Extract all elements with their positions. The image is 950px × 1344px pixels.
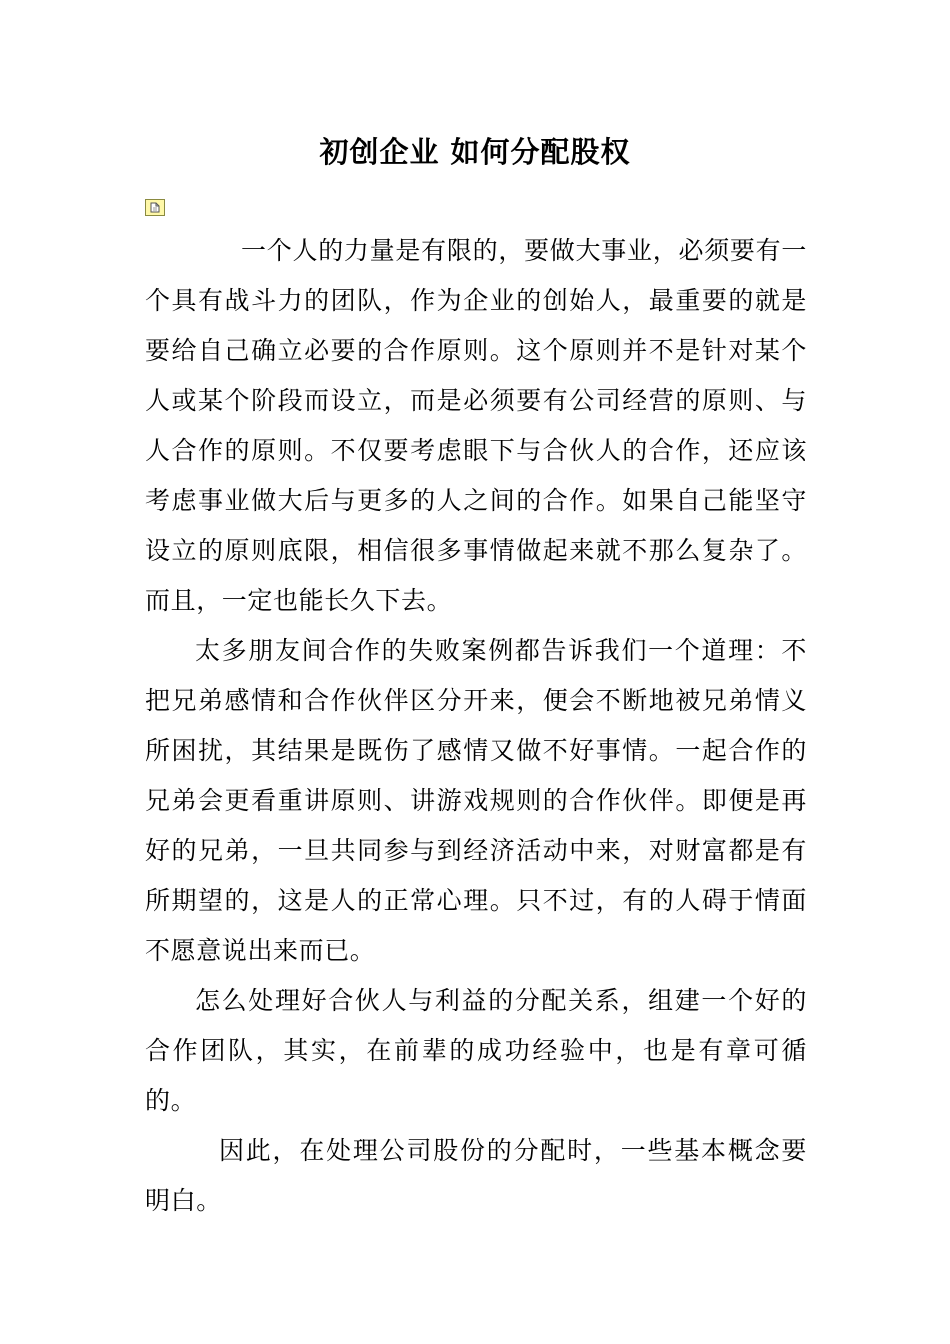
paragraph: 太多朋友间合作的失败案例都告诉我们一个道理：不把兄弟感情和合作伙伴区分开来，便会不断地被兄弟情义所困扰，其结果是既伤了感情又做不好事情。一起合作的兄弟会更看重讲原则、讲游戏规则的合作伙伴。即便是再好的兄弟，一旦共同参与到经济活动中来，对财富都是有所期望的，这是人的正常心理。只不过，有的人碍于情面不愿意说出来而已。 — [145, 636, 807, 965]
paragraph: 怎么处理好合伙人与利益的分配关系，组建一个好的合作团队，其实，在前辈的成功经验中，也是有章可循的。 — [145, 986, 807, 1115]
paragraph: 因此，在处理公司股份的分配时，一些基本概念要明白。 — [145, 1136, 807, 1215]
paragraph: 一个人的力量是有限的，要做大事业，必须要有一个具有战斗力的团队，作为企业的创始人，最重要的就是要给自己确立必要的合作原则。这个原则并不是针对某个人或某个阶段而设立，而是必须要有公司经营的原则、与人合作的原则。不仅要考虑眼下与合伙人的合作，还应该考虑事业做大后与更多的人之间的合作。如果自己能坚守设立的原则底限，相信很多事情做起来就不那么复杂了。而且，一定也能长久下去。 — [145, 236, 807, 615]
document-title: 初创企业 如何分配股权 — [319, 135, 631, 169]
document-attachment-icon[interactable] — [145, 199, 165, 216]
document-body — [145, 226, 807, 1226]
